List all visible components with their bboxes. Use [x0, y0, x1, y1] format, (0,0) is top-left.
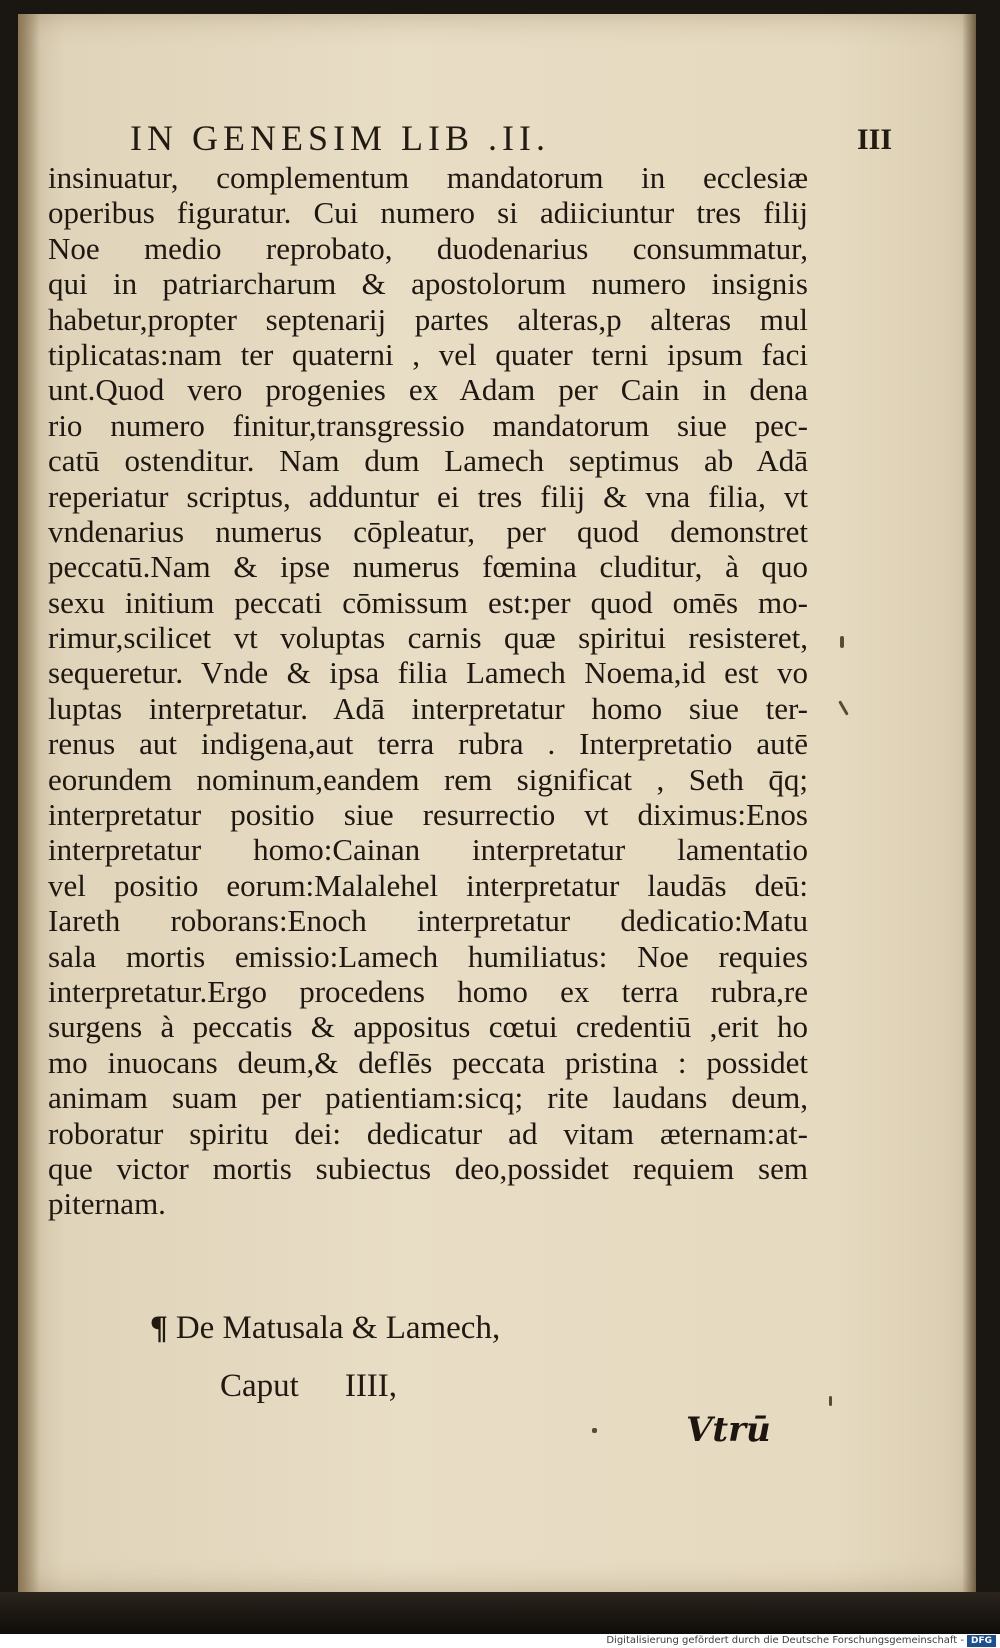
- body-text: [48, 160, 808, 1222]
- pilcrow-icon: ¶: [150, 1310, 168, 1346]
- text-line: insinuatur, complementum mandatorum in ecclesiæ: [48, 160, 808, 195]
- text-line: Iareth roborans:Enoch interpretatur dedicatio:Matu: [48, 903, 808, 939]
- text-line: tiplicatas:nam ter quaterni , vel quater terni ipsum faci: [48, 336, 808, 372]
- text-line: luptas interpretatur. Adā interpretatur homo siue ter-: [48, 690, 808, 726]
- text-line: rimur,scilicet vt voluptas carnis quæ spiritui resisteret,: [48, 620, 808, 656]
- text-line: interpretatur.Ergo procedens homo ex terra rubra,re: [48, 973, 808, 1009]
- text-line: Noe medio reprobato, duodenarius consummatur,: [48, 230, 808, 266]
- text-line: catū ostenditur. Nam dum Lamech septimus ab Adā: [48, 443, 808, 479]
- text-line: interpretatur homo:Cainan interpretatur lamentatio: [48, 832, 808, 868]
- text-line: sequeretur. Vnde & ipsa filia Lamech Noema,id est vo: [48, 655, 808, 691]
- scan-bottom-edge: [0, 1592, 1000, 1634]
- text-line: sexu initium peccati cōmissum est:per quod omēs mo-: [48, 584, 808, 620]
- text-line: mo inuocans deum,& deflēs peccata pristina : possidet: [48, 1044, 808, 1080]
- ink-speck: [592, 1428, 597, 1433]
- text-line: que victor mortis subiectus deo,possidet requiem sem: [48, 1150, 808, 1186]
- text-line: unt.Quod vero progenies ex Adam per Cain in dena: [48, 372, 808, 408]
- catchword: Vtrū: [686, 1410, 771, 1450]
- text-line: interpretatur positio siue resurrectio vt diximus:Enos: [48, 797, 808, 833]
- text-line: eorundem nominum,eandem rem significat , Seth q̄q;: [48, 761, 808, 797]
- credit-text: Digitalisierung gefördert durch die Deutsche Forschungsgemeinschaft -: [606, 1635, 964, 1646]
- folio-number: III: [856, 123, 892, 156]
- text-line: roboratur spiritu dei: dedicatur ad vitam æternam:at-: [48, 1115, 808, 1151]
- ink-speck: [829, 1396, 832, 1406]
- chapter-number: IIII,: [344, 1368, 398, 1404]
- text-line: vel positio eorum:Malalehel interpretatur laudās deū:: [48, 867, 808, 903]
- dfg-logo: DFG: [967, 1635, 996, 1647]
- text-line: vndenarius numerus cōpleatur, per quod demonstret: [48, 513, 808, 549]
- page-edge-shadow: [962, 14, 976, 1592]
- text-line: qui in patriarcharum & apostolorum numero insignis: [48, 266, 808, 302]
- text-line: rio numero finitur,transgressio mandatorum siue pec-: [48, 407, 808, 443]
- text-line: operibus figuratur. Cui numero si adiiciuntur tres filij: [48, 195, 808, 231]
- text-line: habetur,propter septenarij partes alteras,p alteras mul: [48, 301, 808, 337]
- ink-speck: [840, 636, 844, 648]
- chapter-label: [220, 1362, 397, 1410]
- running-title: IN GENESIM LIB .II.: [130, 118, 550, 158]
- text-line: sala mortis emissio:Lamech humiliatus: Noe requies: [48, 938, 808, 974]
- running-head: [130, 116, 900, 160]
- text-line: reperiatur scriptus, adduntur ei tres filij & vna filia, vt: [48, 478, 808, 514]
- text-line: animam suam per patientiam:sicq; rite laudans deum,: [48, 1080, 808, 1116]
- chapter-heading: [150, 1304, 500, 1352]
- chapter-heading-text: De Matusala & Lamech,: [175, 1310, 501, 1346]
- text-line: surgens à peccatis & appositus cœtui credentiū ,erit ho: [48, 1009, 808, 1045]
- chapter-word: Caput: [220, 1368, 299, 1404]
- text-line: piternam.: [48, 1186, 166, 1222]
- text-line: renus aut indigena,aut terra rubra . Interpretatio autē: [48, 726, 808, 762]
- page-gutter-shadow: [18, 14, 40, 1592]
- credit-bar: [0, 1634, 1000, 1648]
- text-line: peccatū.Nam & ipse numerus fœmina cluditur, à quo: [48, 549, 808, 585]
